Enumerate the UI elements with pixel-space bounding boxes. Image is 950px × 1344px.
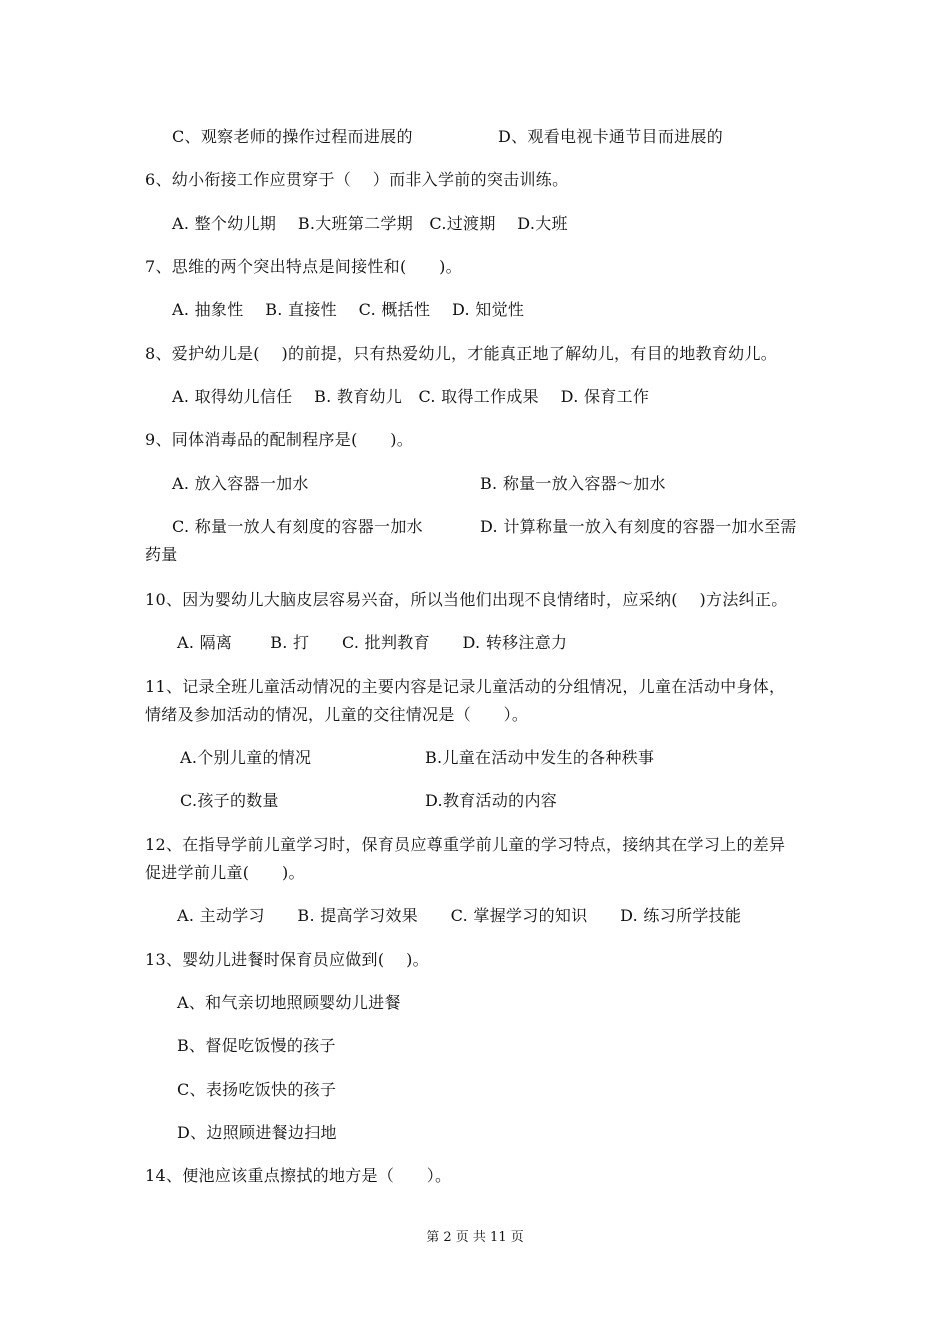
question-8-options: A. 取得幼儿信任 B. 教育幼儿 C. 取得工作成果 D. 保育工作 [172, 387, 650, 406]
page-footer: 第 2 页 共 11 页 [426, 1230, 524, 1245]
q5-option-c: C、观察老师的操作过程而进展的 [172, 127, 413, 146]
question-7-options: A. 抽象性 B. 直接性 C. 概括性 D. 知觉性 [172, 300, 525, 319]
question-12-options: A. 主动学习 B. 提高学习效果 C. 掌握学习的知识 D. 练习所学技能 [177, 906, 742, 925]
question-6: 6、幼小衔接工作应贯穿于（ ）而非入学前的突击训练。 [145, 170, 569, 189]
question-11-option-b: B.儿童在活动中发生的各种秩事 [425, 748, 655, 767]
question-9-option-d: D. 计算称量一放入有刻度的容器一加水至需 [480, 517, 797, 536]
question-13-option-c: C、表扬吃饭快的孩子 [177, 1080, 337, 1099]
question-10-options: A. 隔离 B. 打 C. 批判教育 D. 转移注意力 [177, 633, 568, 652]
question-11-option-c: C.孩子的数量 [180, 791, 279, 810]
question-10: 10、因为婴幼儿大脑皮层容易兴奋，所以当他们出现不良情绪时，应采纳( )方法纠正。 [145, 590, 788, 609]
question-9: 9、同体消毒品的配制程序是( )。 [145, 430, 414, 449]
question-9-option-b: B. 称量一放入容器～加水 [480, 474, 666, 493]
question-11: 11、记录全班儿童活动情况的主要内容是记录儿童活动的分组情况，儿童在活动中身体， [145, 677, 786, 696]
question-9-option-d-cont: 药量 [145, 545, 178, 564]
question-12-cont: 促进学前儿童( )。 [145, 863, 305, 882]
question-11-option-a: A.个别儿童的情况 [180, 748, 312, 767]
question-14: 14、便池应该重点擦拭的地方是（ ）。 [145, 1166, 452, 1185]
question-9-option-a: A. 放入容器一加水 [172, 474, 309, 493]
question-13-option-d: D、边照顾进餐边扫地 [177, 1123, 337, 1142]
question-13-option-a: A、和气亲切地照顾婴幼儿进餐 [177, 993, 401, 1012]
q5-option-d: D、观看电视卡通节目而进展的 [498, 127, 724, 146]
question-7: 7、思维的两个突出特点是间接性和( )。 [145, 257, 462, 276]
question-11-option-d: D.教育活动的内容 [425, 791, 558, 810]
question-9-option-c: C. 称量一放人有刻度的容器一加水 [172, 517, 423, 536]
question-12: 12、在指导学前儿童学习时，保育员应尊重学前儿童的学习特点，接纳其在学习上的差异 [145, 835, 786, 854]
question-11-cont: 情绪及参加活动的情况，儿童的交往情况是（ ）。 [145, 705, 529, 724]
question-8: 8、爱护幼儿是( )的前提，只有热爱幼儿，才能真正地了解幼儿，有目的地教育幼儿。 [145, 344, 778, 363]
question-13: 13、婴幼儿进餐时保育员应做到( )。 [145, 950, 429, 969]
question-6-options: A. 整个幼儿期 B.大班第二学期 C.过渡期 D.大班 [172, 214, 568, 233]
question-13-option-b: B、督促吃饭慢的孩子 [177, 1036, 336, 1055]
